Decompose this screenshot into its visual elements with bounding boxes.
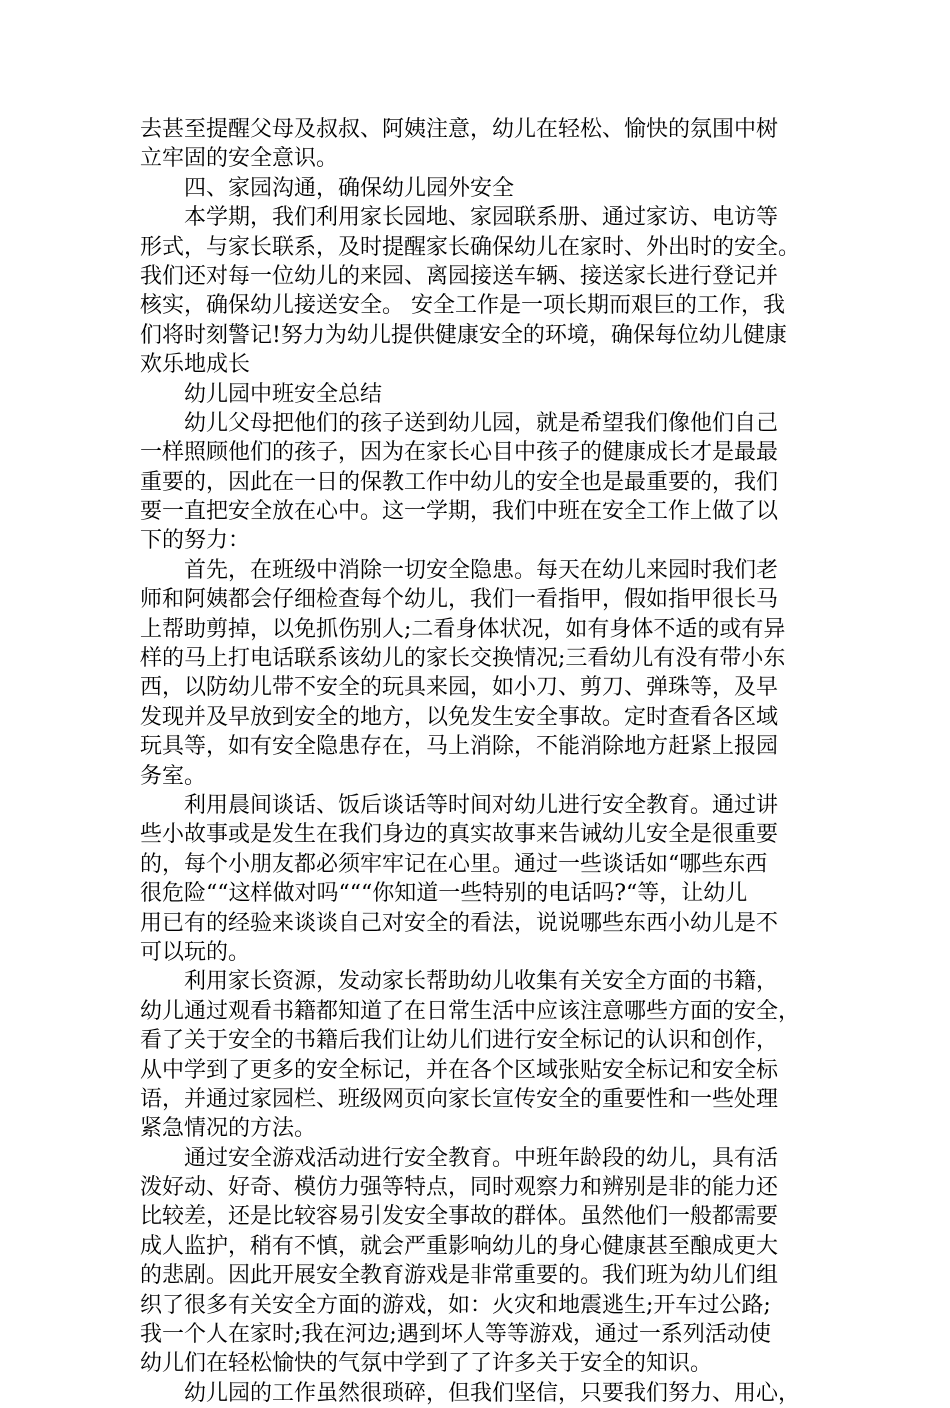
text-line: 成人监护，稍有不慎，就会严重影响幼儿的身心健康甚至酿成更大 xyxy=(140,1233,779,1259)
text-line: 的，每个小朋友都必须牢牢记在心里。通过一些谈话如“哪些东西 xyxy=(140,851,768,877)
text-line: 紧急情况的方法。 xyxy=(140,1116,317,1142)
text-line: 重要的，因此在一日的保教工作中幼儿的安全也是最重要的，我们 xyxy=(140,469,779,495)
text-line: 幼儿父母把他们的孩子送到幼儿园，就是希望我们像他们自己 xyxy=(184,410,779,436)
text-line: 幼儿园中班安全总结 xyxy=(184,381,383,407)
text-line: 看了关于安全的书籍后我们让幼儿们进行安全标记的认识和创作， xyxy=(140,1028,779,1054)
text-line: 些小故事或是发生在我们身边的真实故事来告诫幼儿安全是很重要 xyxy=(140,822,779,848)
text-line: 们将时刻警记!努力为幼儿提供健康安全的环境，确保每位幼儿健康 xyxy=(140,322,787,348)
text-line: 幼儿园的工作虽然很琐碎，但我们坚信，只要我们努力、用心， xyxy=(184,1380,801,1406)
text-line: 样的马上打电话联系该幼儿的家长交换情况;三看幼儿有没有带小东 xyxy=(140,646,786,672)
text-line: 立牢固的安全意识。 xyxy=(140,146,339,172)
text-line: 欢乐地成长 xyxy=(140,352,251,378)
text-line: 一样照顾他们的孩子，因为在家长心目中孩子的健康成长才是最最 xyxy=(140,440,779,466)
text-line: 首先，在班级中消除一切安全隐患。每天在幼儿来园时我们老 xyxy=(184,557,779,583)
document-body xyxy=(140,115,820,1408)
text-line: 的悲剧。因此开展安全教育游戏是非常重要的。我们班为幼儿们组 xyxy=(140,1263,779,1289)
text-line: 要一直把安全放在心中。这一学期，我们中班在安全工作上做了以 xyxy=(140,499,779,525)
text-line: 用已有的经验来谈谈自己对安全的看法，说说哪些东西小幼儿是不 xyxy=(140,910,779,936)
text-line: 我一个人在家时;我在河边;遇到坏人等等游戏，通过一系列活动使 xyxy=(140,1322,771,1348)
text-line: 可以玩的。 xyxy=(140,939,251,965)
text-line: 本学期，我们利用家长园地、家园联系册、通过家访、电访等 xyxy=(184,205,779,231)
text-line: 玩具等，如有安全隐患存在，马上消除，不能消除地方赶紧上报园 xyxy=(140,734,779,760)
text-line: 我们还对每一位幼儿的来园、离园接送车辆、接送家长进行登记并 xyxy=(140,263,779,289)
text-line: 通过安全游戏活动进行安全教育。中班年龄段的幼儿，具有活 xyxy=(184,1145,779,1171)
text-line: 发现并及早放到安全的地方，以免发生安全事故。定时查看各区域 xyxy=(140,704,779,730)
text-line: 形式，与家长联系，及时提醒家长确保幼儿在家时、外出时的安全。 xyxy=(140,234,801,260)
text-line: 很危险““这样做对吗“““你知道一些特别的电话吗?“等，让幼儿 xyxy=(140,881,748,907)
text-line: 西，以防幼儿带不安全的玩具来园，如小刀、剪刀、弹珠等，及早 xyxy=(140,675,779,701)
text-line: 四、家园沟通，确保幼儿园外安全 xyxy=(184,175,515,201)
text-line: 核实，确保幼儿接送安全。 安全工作是一项长期而艰巨的工作，我 xyxy=(140,293,785,319)
text-line: 下的努力： xyxy=(140,528,251,554)
text-line: 利用晨间谈话、饭后谈话等时间对幼儿进行安全教育。通过讲 xyxy=(184,792,779,818)
text-line: 上帮助剪掉，以免抓伤别人;二看身体状况，如有身体不适的或有异 xyxy=(140,616,786,642)
text-line: 语，并通过家园栏、班级网页向家长宣传安全的重要性和一些处理 xyxy=(140,1086,779,1112)
text-line: 织了很多有关安全方面的游戏，如：火灾和地震逃生;开车过公路; xyxy=(140,1292,771,1318)
text-line: 师和阿姨都会仔细检查每个幼儿，我们一看指甲，假如指甲很长马 xyxy=(140,587,779,613)
text-line: 幼儿们在轻松愉快的气氛中学到了了许多关于安全的知识。 xyxy=(140,1351,713,1377)
text-line: 从中学到了更多的安全标记，并在各个区域张贴安全标记和安全标 xyxy=(140,1057,779,1083)
text-line: 泼好动、好奇、模仿力强等特点，同时观察力和辨别是非的能力还 xyxy=(140,1175,779,1201)
text-line: 幼儿通过观看书籍都知道了在日常生活中应该注意哪些方面的安全， xyxy=(140,998,801,1024)
text-line: 去甚至提醒父母及叔叔、阿姨注意，幼儿在轻松、愉快的氛围中树 xyxy=(140,117,779,142)
text-line: 利用家长资源，发动家长帮助幼儿收集有关安全方面的书籍， xyxy=(184,969,779,995)
text-line: 比较差，还是比较容易引发安全事故的群体。虽然他们一般都需要 xyxy=(140,1204,779,1230)
text-line: 务室。 xyxy=(140,763,207,789)
